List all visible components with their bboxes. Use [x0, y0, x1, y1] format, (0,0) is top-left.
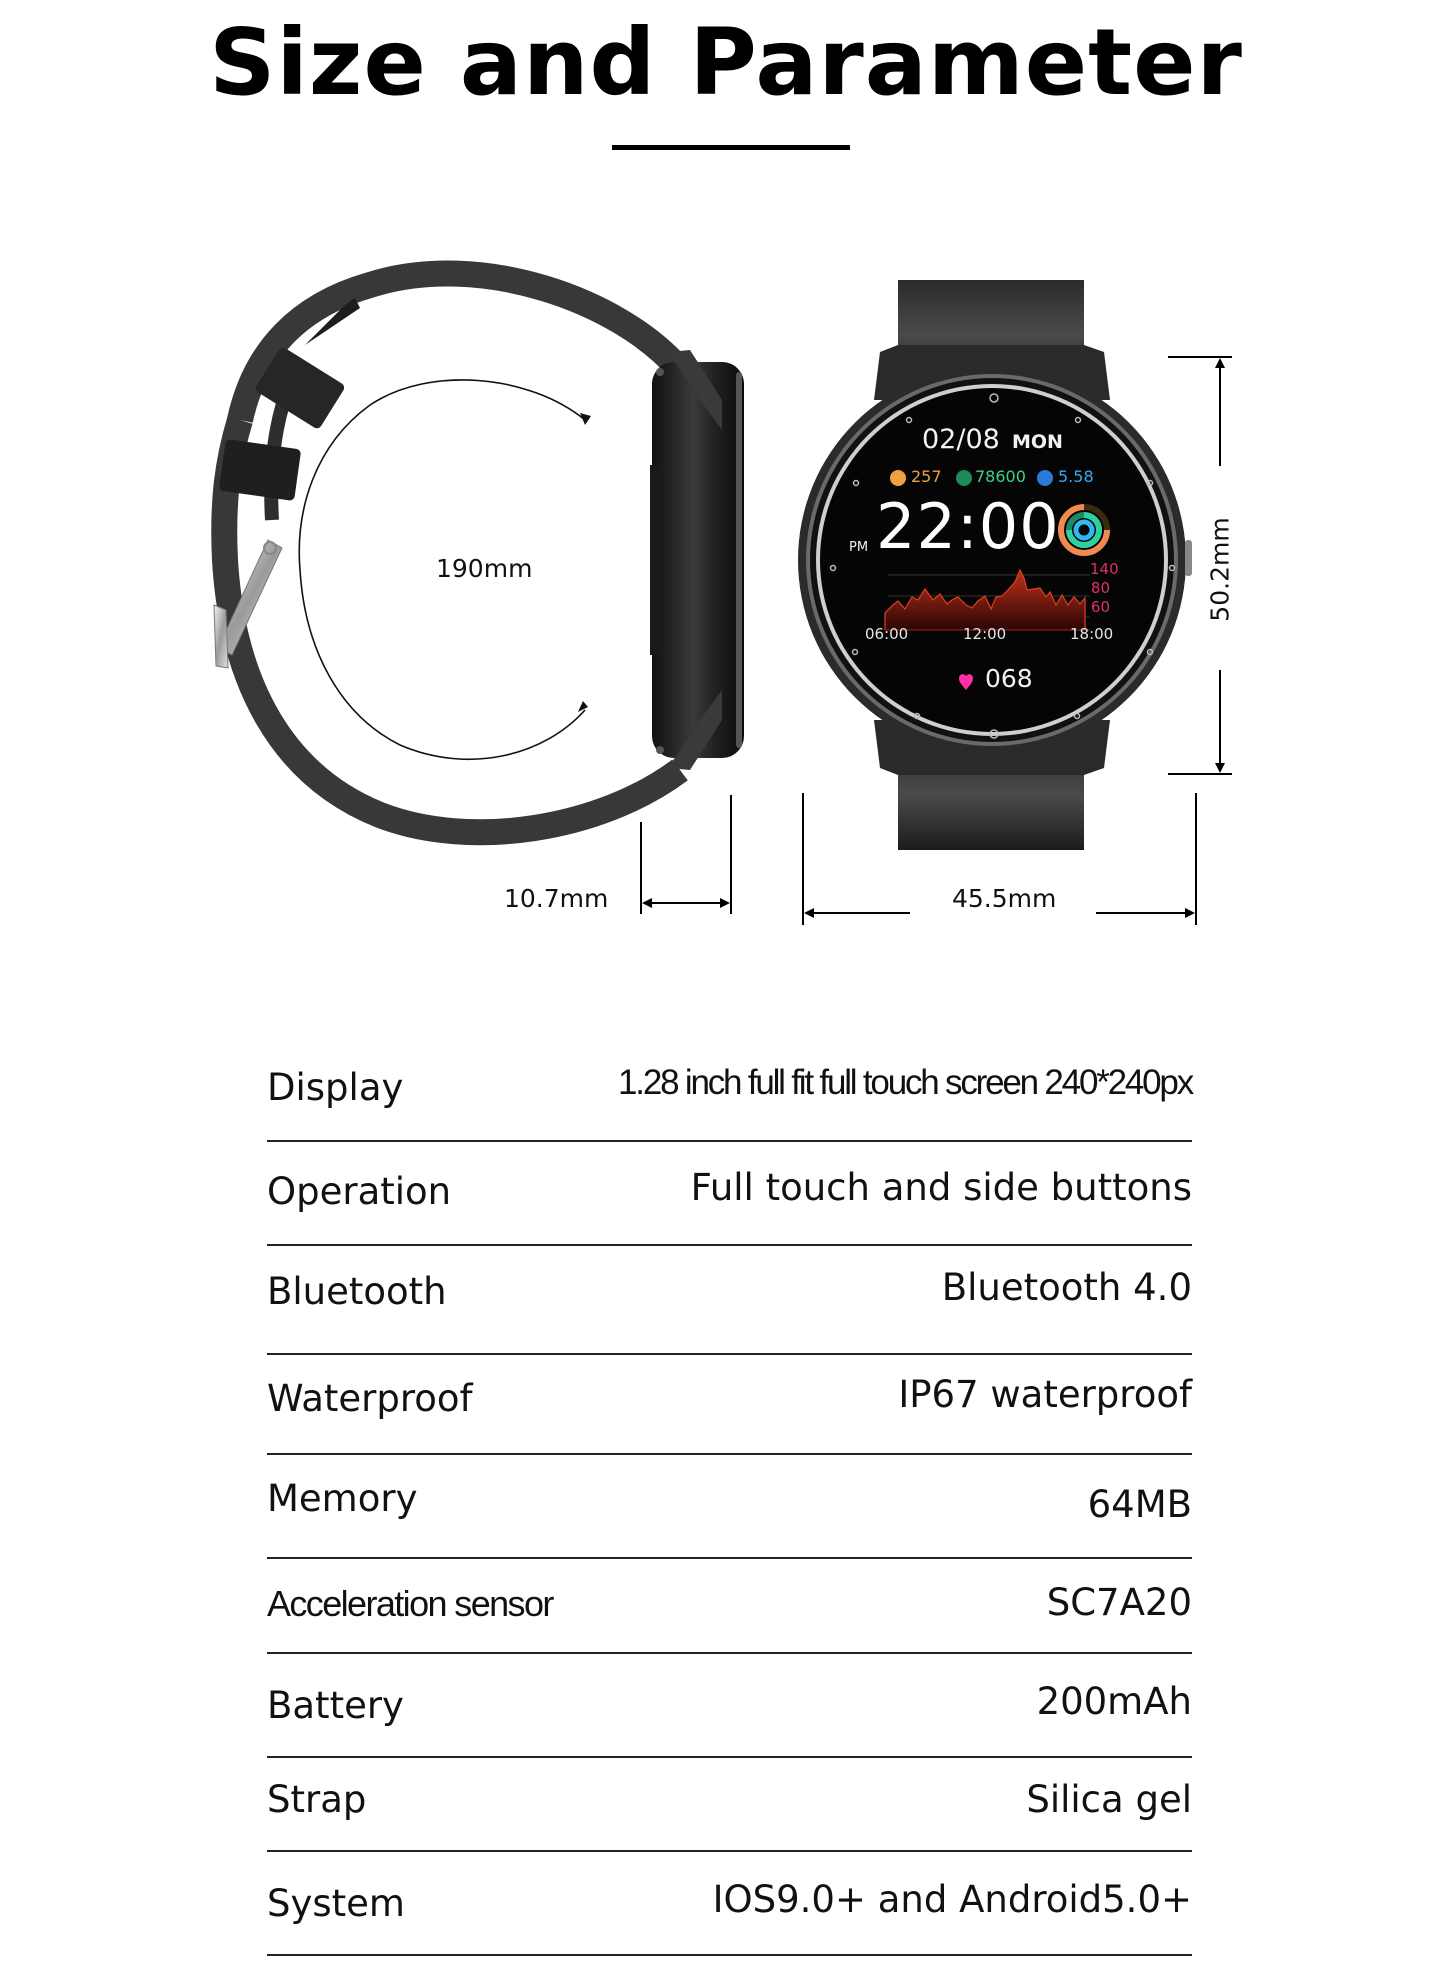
heart-rate-value: 068: [985, 664, 1033, 693]
spec-value: SC7A20: [1046, 1581, 1192, 1624]
hr-axis-tick: 140: [1090, 560, 1119, 578]
spec-row-operation: [267, 1142, 1192, 1246]
spec-value: Full touch and side buttons: [690, 1166, 1192, 1209]
distance-value: 5.58: [1058, 467, 1094, 486]
spec-label: System: [267, 1882, 405, 1925]
strap-circumference-label: 190mm: [436, 554, 533, 583]
watch-date: 02/08: [922, 424, 1000, 455]
spec-label: Operation: [267, 1170, 452, 1213]
spec-value: 64MB: [1087, 1483, 1192, 1526]
spec-value: 1.28 inch full fit full touch screen 240*240px: [618, 1063, 1192, 1102]
spec-label: Waterproof: [267, 1377, 473, 1420]
spec-row-strap: [267, 1758, 1192, 1852]
hr-axis-tick: 60: [1090, 598, 1110, 616]
side-watch-body: [650, 350, 744, 770]
page-title: Size and Parameter: [209, 9, 1243, 116]
spec-row-battery: [267, 1654, 1192, 1758]
width-label: 45.5mm: [952, 884, 1057, 913]
side-view-illustration: [0, 0, 1452, 960]
spec-row-system: [267, 1852, 1192, 1956]
spec-row-bluetooth: [267, 1246, 1192, 1355]
watch-time: 22:00: [876, 490, 1060, 563]
spec-value: IOS9.0+ and Android5.0+: [712, 1878, 1192, 1921]
time-axis-tick: 18:00: [1070, 625, 1114, 643]
spec-value: Bluetooth 4.0: [941, 1266, 1192, 1309]
arrow-head-icon: [580, 413, 591, 425]
spec-value: IP67 waterproof: [898, 1373, 1192, 1416]
height-label: 50.2mm: [1205, 517, 1235, 622]
spec-value: Silica gel: [1026, 1778, 1192, 1821]
spec-row-display: [267, 1048, 1192, 1142]
distance-pin-icon: [1037, 470, 1053, 486]
spec-label: Bluetooth: [267, 1270, 447, 1313]
hr-axis-tick: 80: [1090, 579, 1110, 597]
watch-ampm: PM: [849, 540, 869, 555]
spec-row-waterproof: [267, 1355, 1192, 1455]
hr-axis: [1090, 560, 1119, 617]
spec-value: 200mAh: [1036, 1680, 1192, 1723]
time-axis-tick: 06:00: [865, 625, 909, 643]
time-axis-tick: 12:00: [963, 625, 1007, 643]
thickness-dimension: [641, 795, 731, 914]
watch-weekday: MON: [1012, 431, 1063, 453]
calories-flame-icon: [890, 470, 906, 486]
spec-row-acceleration-sensor: [267, 1559, 1192, 1654]
spec-row-memory: [267, 1455, 1192, 1559]
arrow-head-icon: [578, 701, 588, 712]
steps-value: 78600: [975, 467, 1026, 486]
steps-walker-icon: [956, 470, 972, 486]
spec-label: Acceleration sensor: [267, 1583, 553, 1624]
spec-label: Strap: [267, 1778, 367, 1821]
front-watch: [798, 280, 1192, 850]
thickness-label: 10.7mm: [504, 884, 609, 913]
spec-label: Memory: [267, 1477, 418, 1520]
spec-label: Battery: [267, 1684, 404, 1727]
side-strap: [214, 274, 680, 833]
spec-label: Display: [267, 1066, 404, 1109]
calories-value: 257: [911, 467, 942, 486]
